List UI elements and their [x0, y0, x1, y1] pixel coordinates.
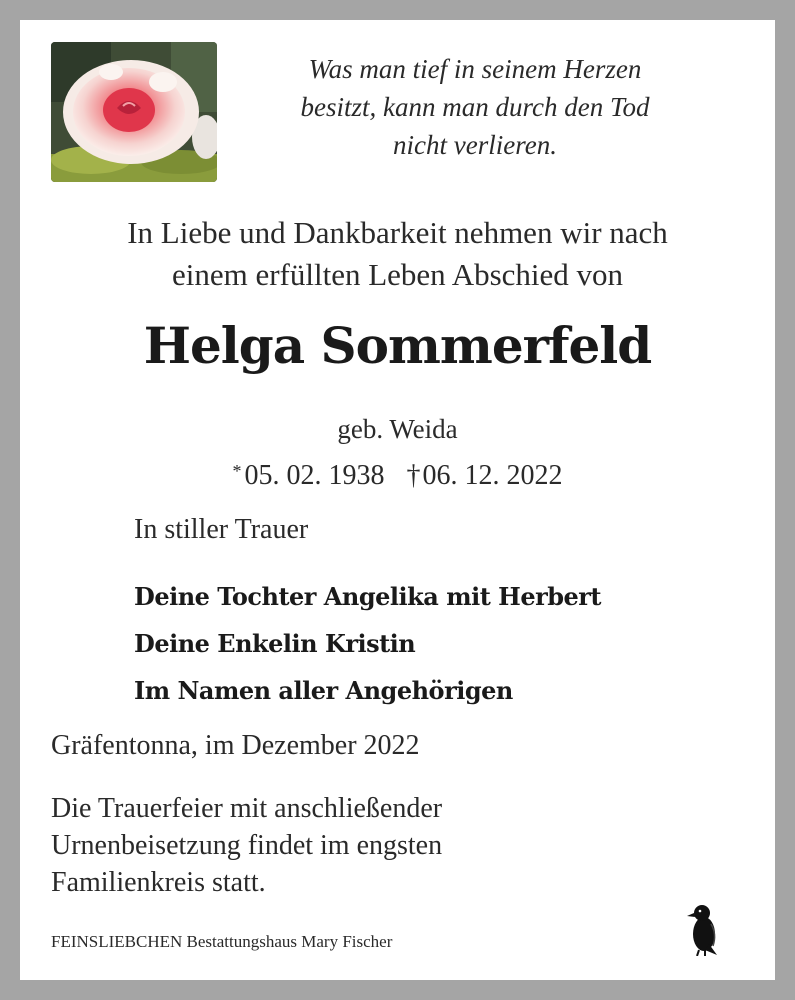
intro-text [20, 212, 775, 296]
mourning-heading: In stiller Trauer [134, 514, 309, 545]
notice-line: Familienkreis statt. [51, 867, 266, 898]
funeral-notice [51, 790, 442, 901]
notice-line: Die Trauerfeier mit anschließender [51, 793, 443, 824]
rose-photo [51, 42, 217, 182]
crow-icon [687, 900, 721, 956]
deceased-name: Helga Sommerfeld [143, 316, 652, 375]
family-member: Im Namen aller Angehörigen [134, 676, 513, 705]
family-member: Deine Enkelin Kristin [134, 629, 416, 658]
intro-line: In Liebe und Dankbarkeit nehmen wir nach [127, 215, 668, 250]
death-cross-icon: † [406, 460, 421, 491]
family-list [134, 573, 601, 714]
place-and-date: Gräfentonna, im Dezember 2022 [51, 730, 420, 761]
quote-line: nicht verlieren. [393, 130, 557, 160]
undertaker-name: FEINSLIEBCHEN Bestattungshaus Mary Fischer [51, 932, 393, 951]
death-date: 06. 12. 2022 [422, 460, 563, 491]
memorial-quote [225, 50, 725, 164]
family-member: Deine Tochter Angelika mit Herbert [134, 582, 602, 611]
intro-line: einem erfüllten Leben Abschied von [171, 257, 624, 292]
birth-date: 05. 02. 1938 [244, 460, 385, 491]
quote-line: Was man tief in seinem Herzen [308, 54, 642, 84]
life-dates [20, 453, 775, 494]
obituary-card [20, 20, 775, 980]
notice-line: Urnenbeisetzung findet im engsten [51, 830, 443, 861]
maiden-name: geb. Weida [337, 414, 458, 444]
quote-line: besitzt, kann man durch den Tod [300, 92, 650, 122]
rose-icon [51, 42, 217, 182]
birth-symbol: * [232, 461, 242, 481]
